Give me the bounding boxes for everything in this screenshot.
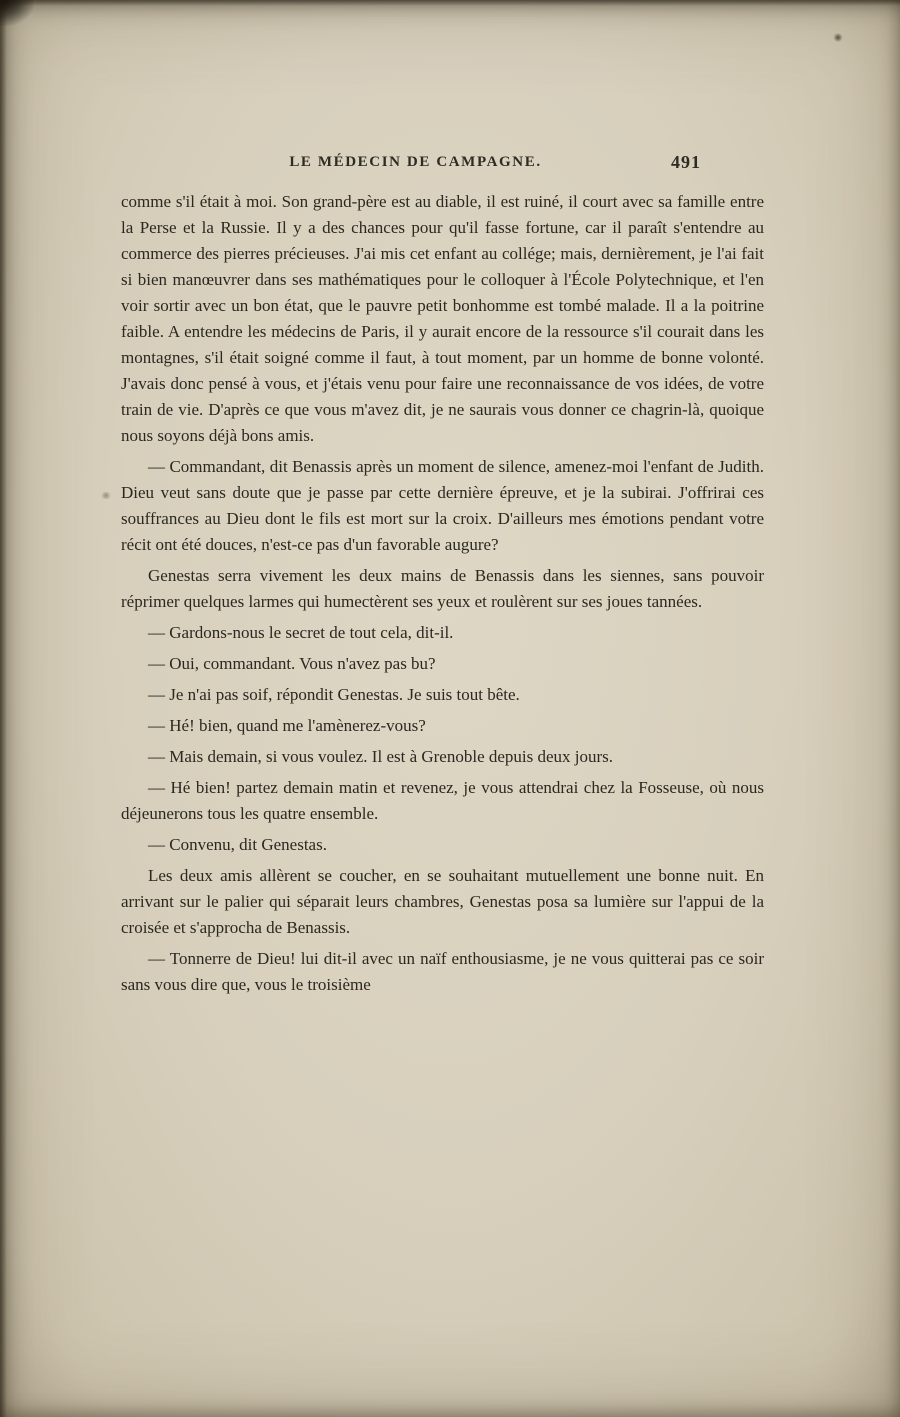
ink-speck-top-right [833, 33, 843, 42]
text-body [121, 189, 764, 998]
paragraph: — Gardons-nous le secret de tout cela, dit-il. [148, 623, 454, 642]
page-number: 491 [671, 152, 701, 172]
paragraph: — Commandant, dit Benassis après un moment de silence, amenez-moi l'enfant de Judith. Dieu veut sans doute que je passe par cette dernière épreuve, et je la subirai. J'offrirai ces souffrances au Dieu dont le fils est mort sur la croix. D'ailleurs mes émotions pendant votre récit ont été douces, n'est-ce pas d'un favorable augure? [121, 457, 764, 554]
paragraph: — Hé bien! partez demain matin et revenez, je vous attendrai chez la Fosseuse, où nous déjeunerons tous les quatre ensemble. [121, 778, 764, 823]
paragraph: comme s'il était à moi. Son grand-père est au diable, il est ruiné, il court avec sa famille entre la Perse et la Russie. Il y a des chances pour qu'il fasse fortune, car il paraît s'entendre au commerce des pierres précieuses. J'ai mis cet enfant au collége; mais, dernièrement, je l'ai fait si bien manœuvrer dans ses mathématiques pour le colloquer à l'École Polytechnique, et l'en voir sortir avec un bon état, que le pauvre petit bonhomme est tombé malade. Il a la poitrine faible. A entendre les médecins de Paris, il y aurait encore de la ressource s'il courait dans les montagnes, s'il était soigné comme il faut, à tout moment, par un homme de bonne volonté. J'avais donc pensé à vous, et j'étais venu pour faire une reconnaissance de vos idées, de votre train de vie. D'après ce que vous m'avez dit, je ne saurais vous donner ce chagrin-là, quoique nous soyons déjà bons amis. [121, 192, 764, 445]
paragraph: — Mais demain, si vous voulez. Il est à Grenoble depuis deux jours. [148, 747, 614, 766]
paragraph: — Hé! bien, quand me l'amènerez-vous? [148, 716, 426, 735]
running-head [120, 154, 763, 178]
paragraph: Les deux amis allèrent se coucher, en se souhaitant mutuellement une bonne nuit. En arrivant sur le palier qui séparait leurs chambres, Genestas posa sa lumière sur l'appui de la croisée et s'approcha de Benassis. [121, 866, 764, 937]
paragraph: — Oui, commandant. Vous n'avez pas bu? [148, 654, 436, 673]
paragraph: — Je n'ai pas soif, répondit Genestas. Je suis tout bête. [148, 685, 520, 704]
ink-speck-left-margin [100, 492, 112, 499]
scan-top-edge-shadow [0, 0, 900, 6]
scan-left-edge-shadow [0, 0, 7, 1417]
page-title: LE MÉDECIN DE CAMPAGNE. [289, 154, 542, 170]
paragraph: — Tonnerre de Dieu! lui dit-il avec un naïf enthousiasme, je ne vous quitterai pas ce soir sans vous dire que, vous le troisième [121, 949, 764, 994]
paragraph: — Convenu, dit Genestas. [148, 835, 327, 854]
paragraph: Genestas serra vivement les deux mains de Benassis dans les siennes, sans pouvoir réprimer quelques larmes qui humectèrent ses yeux et roulèrent sur ses joues tannées. [121, 566, 764, 611]
